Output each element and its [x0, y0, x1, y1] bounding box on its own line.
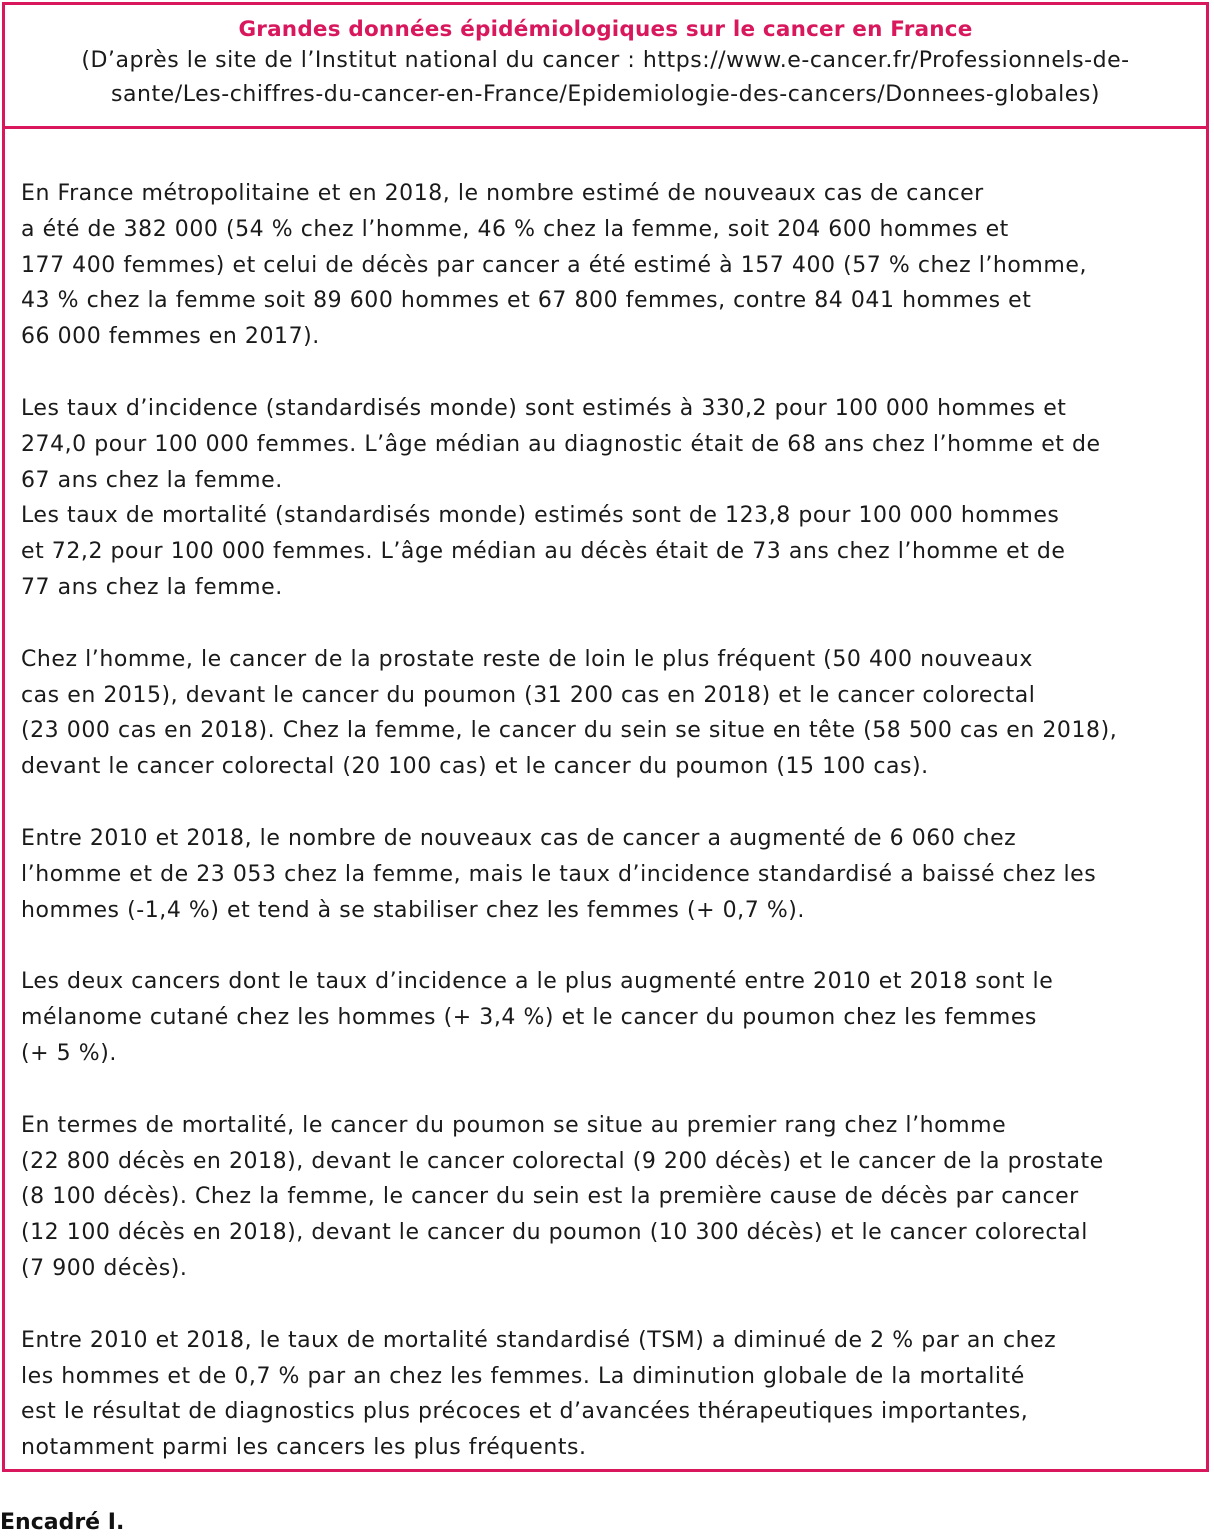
- paragraph-new-cases: En France métropolitaine et en 2018, le nombre estimé de nouveaux cas de cancer a été de 382 000 (54 % chez l’homme, 46 % chez la femme, soit 204 600 hommes et 177 400 femmes) et celui de décès par cancer a été estimé à 157 400 (57 % chez l’homme, 43 % chez la femme soit 89 600 hommes et 67 800 femmes, contre 84 041 hommes et 66 000 femmes en 2017).: [21, 181, 1088, 350]
- paragraph-rates: Les taux d’incidence (standardisés monde) sont estimés à 330,2 pour 100 000 hommes et 274,0 pour 100 000 femmes. L’âge médian au diagnostic était de 68 ans chez l’homme et de 67 ans chez la femme. Les taux de mortalité (standardisés monde) estimés sont de 123,8 pour 100 000 hommes et 72,2 pour 100 000 femmes. L’âge médian au décès était de 73 ans chez l’homme et de 77 ans chez la femme.: [21, 395, 1101, 600]
- paragraph-mortality-trend: Entre 2010 et 2018, le taux de mortalité standardisé (TSM) a diminué de 2 % par an chez les hommes et de 0,7 % par an chez les femmes. La diminution globale de la mortalité est le résultat de diagnostics plus précoces et d’avancées thérapeutiques importantes, notamment parmi les cancers les plus fréquents.: [21, 1327, 1057, 1461]
- paragraph-mortality: En termes de mortalité, le cancer du poumon se situe au premier rang chez l’homme (22 800 décès en 2018), devant le cancer colorectal (9 200 décès) et le cancer de la prostate (8 100 décès). Chez la femme, le cancer du sein est la première cause de décès par cancer (12 100 décès en 2018), devant le cancer du poumon (10 300 décès) et le cancer colorectal (7 900 décès).: [21, 1112, 1104, 1281]
- box-content: [5, 5, 1211, 1502]
- paragraph-most-increased: Les deux cancers dont le taux d’incidence a le plus augmenté entre 2010 et 2018 sont le mélanome cutané chez les hommes (+ 3,4 %) et le cancer du poumon chez les femmes (+ 5 %).: [21, 969, 1054, 1066]
- paragraph-frequent-cancers: Chez l’homme, le cancer de la prostate reste de loin le plus fréquent (50 400 nouveaux cas en 2015), devant le cancer du poumon (31 200 cas en 2018) et le cancer colorectal (23 000 cas en 2018). Chez la femme, le cancer du sein se situe en tête (58 500 cas en 2018), devant le cancer colorectal (20 100 cas) et le cancer du poumon (15 100 cas).: [21, 646, 1118, 780]
- box-title: Grandes données épidémiologiques sur le cancer en France: [238, 17, 973, 42]
- paragraph-incidence-trend: Entre 2010 et 2018, le nombre de nouveaux cas de cancer a augmenté de 6 060 chez l’homme et de 23 053 chez la femme, mais le taux d’incidence standardisé a baissé chez les hommes (-1,4 %) et tend à se stabiliser chez les femmes (+ 0,7 %).: [21, 825, 1097, 923]
- info-box: [2, 2, 1209, 1472]
- figure-caption: Encadré I.: [0, 1510, 125, 1535]
- source-citation: (D’après le site de l’Institut national du cancer : https://www.e-cancer.fr/Professionnels-de- sante/Les-chiffres-du-cancer-en-France/Epidemiologie-des-cancers/Donnees-globales): [81, 48, 1130, 107]
